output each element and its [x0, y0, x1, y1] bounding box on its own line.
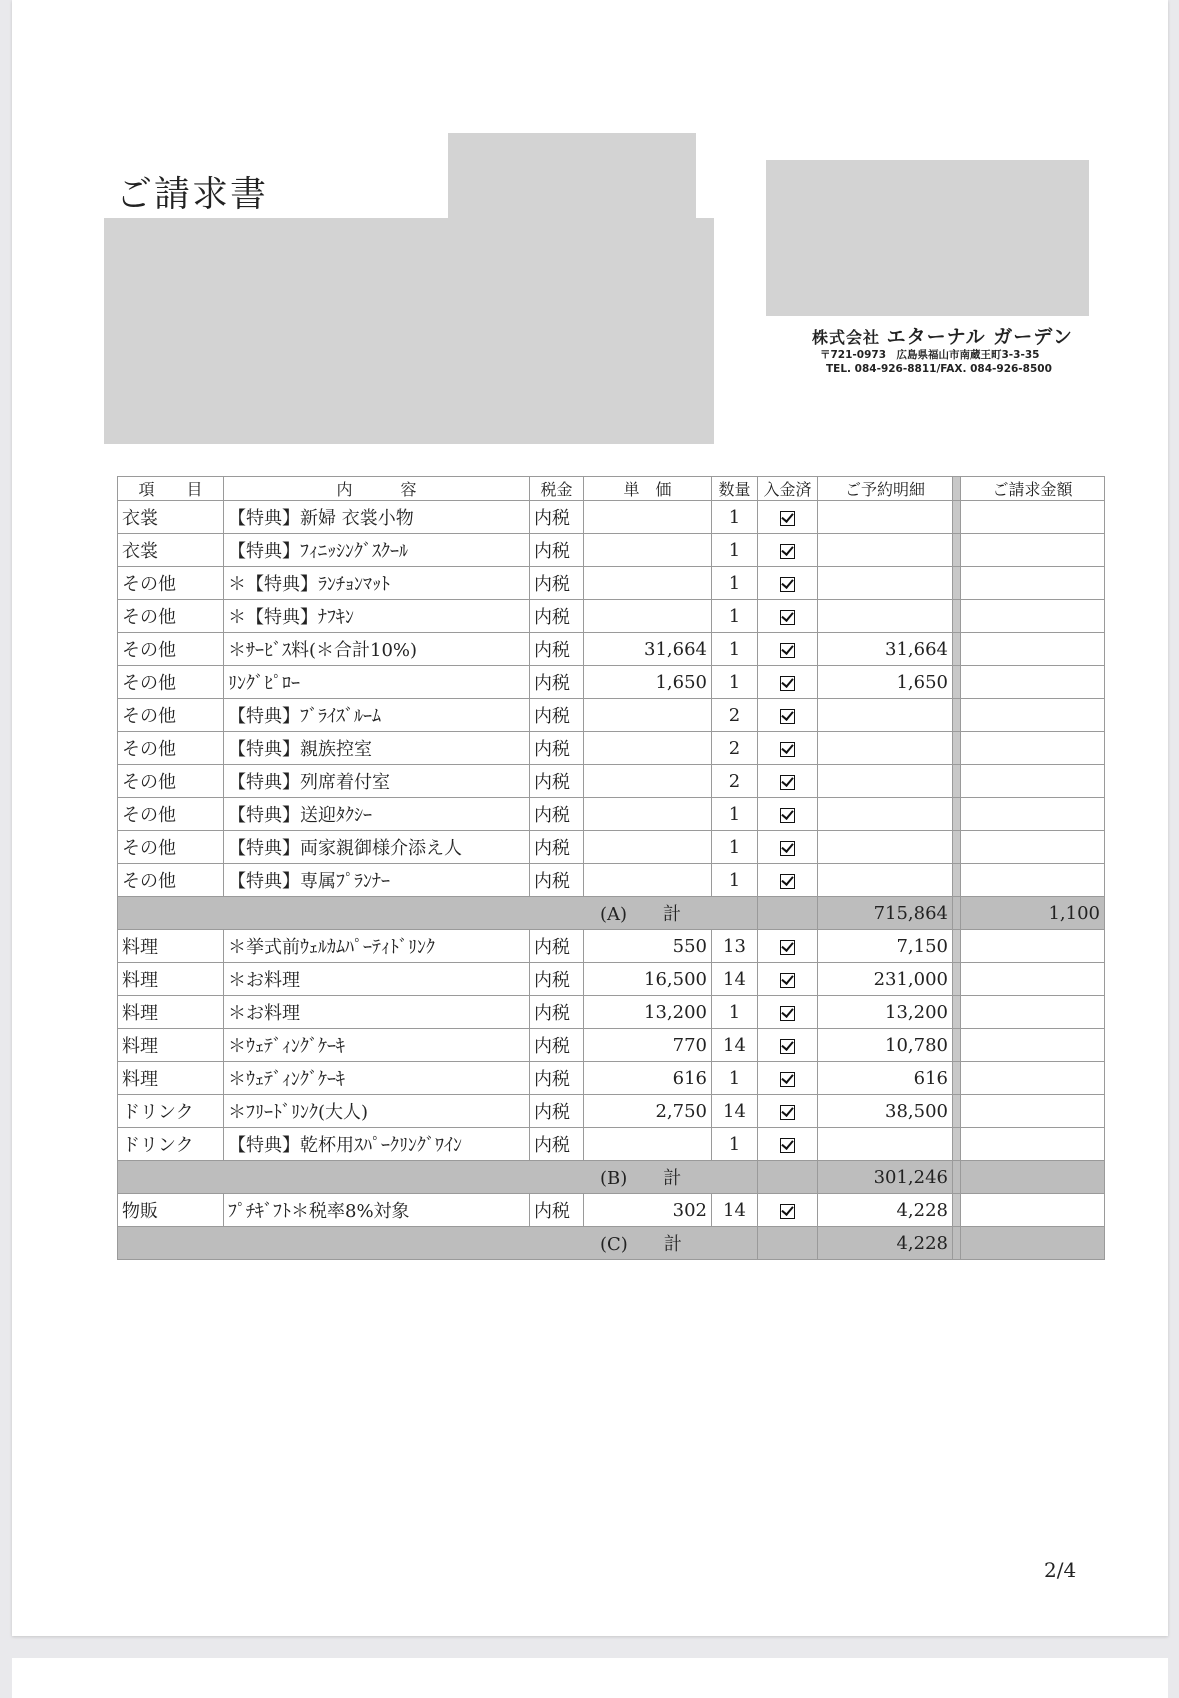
qty-cell: 14 [712, 1029, 758, 1062]
billed-cell [961, 1194, 1105, 1227]
company-name [812, 322, 1073, 349]
billed-cell [961, 666, 1105, 699]
content-cell: 【特典】送迎ﾀｸｼｰ [224, 798, 530, 831]
column-separator [953, 732, 961, 765]
billed-cell [961, 732, 1105, 765]
next-page-edge [12, 1658, 1168, 1698]
price-cell [584, 1128, 712, 1161]
paid-cell [758, 1128, 818, 1161]
subtotal-amount: 301,246 [818, 1161, 953, 1194]
column-separator [953, 864, 961, 897]
column-separator [953, 666, 961, 699]
table-row [118, 567, 1105, 600]
column-separator [953, 1194, 961, 1227]
billed-cell [961, 831, 1105, 864]
paid-cell [758, 765, 818, 798]
address-line: 〒721-0973 広島県福山市南蔵王町3-3-35 [820, 349, 1040, 361]
redacted-block [448, 133, 696, 223]
price-cell: 550 [584, 930, 712, 963]
table-row [118, 1095, 1105, 1128]
column-separator [953, 501, 961, 534]
paid-checkbox[interactable] [780, 1204, 795, 1219]
column-separator [953, 1227, 961, 1260]
content-cell: 【特典】両家親御様介添え人 [224, 831, 530, 864]
item-cell: 料理 [118, 963, 224, 996]
subtotal-blank [758, 897, 818, 930]
tax-cell: 内税 [530, 996, 584, 1029]
redacted-recipient-block [104, 218, 714, 444]
price-cell: 13,200 [584, 996, 712, 1029]
qty-cell: 14 [712, 963, 758, 996]
content-cell: ﾌﾟﾁｷﾞﾌﾄ＊税率8%対象 [224, 1194, 530, 1227]
amount-cell: 7,150 [818, 930, 953, 963]
table-row [118, 501, 1105, 534]
subtotal-blank [758, 1227, 818, 1260]
table-row [118, 666, 1105, 699]
paid-checkbox[interactable] [780, 676, 795, 691]
qty-cell: 13 [712, 930, 758, 963]
tax-cell: 内税 [530, 798, 584, 831]
column-separator [953, 831, 961, 864]
invoice-table [117, 476, 1105, 1260]
table-row [118, 600, 1105, 633]
paid-checkbox[interactable] [780, 1072, 795, 1087]
subtotal-row [118, 1227, 1105, 1260]
header-tax: 税金 [530, 477, 584, 501]
item-cell: その他 [118, 864, 224, 897]
tax-cell: 内税 [530, 699, 584, 732]
content-cell: ＊ｳｪﾃﾞｨﾝｸﾞｹｰｷ [224, 1062, 530, 1095]
tax-cell: 内税 [530, 633, 584, 666]
column-separator [953, 1161, 961, 1194]
price-cell: 16,500 [584, 963, 712, 996]
paid-cell [758, 534, 818, 567]
amount-cell: 4,228 [818, 1194, 953, 1227]
header-billed-amount: ご請求金額 [961, 477, 1105, 501]
item-cell: 料理 [118, 1029, 224, 1062]
item-cell: 衣裳 [118, 534, 224, 567]
content-cell: 【特典】新婦 衣裳小物 [224, 501, 530, 534]
paid-checkbox[interactable] [780, 1105, 795, 1120]
content-cell: 【特典】列席着付室 [224, 765, 530, 798]
column-separator [953, 699, 961, 732]
amount-cell: 31,664 [818, 633, 953, 666]
price-cell [584, 798, 712, 831]
page-number: 2/4 [1044, 1558, 1077, 1582]
billed-cell [961, 534, 1105, 567]
tax-cell: 内税 [530, 1095, 584, 1128]
billed-cell [961, 501, 1105, 534]
tax-cell: 内税 [530, 1029, 584, 1062]
tax-cell: 内税 [530, 732, 584, 765]
billed-cell [961, 1062, 1105, 1095]
content-cell: 【特典】ﾌﾞﾗｲｽﾞﾙｰﾑ [224, 699, 530, 732]
item-cell: その他 [118, 600, 224, 633]
item-cell: その他 [118, 831, 224, 864]
item-cell: ドリンク [118, 1128, 224, 1161]
column-separator [953, 633, 961, 666]
paid-checkbox[interactable] [780, 709, 795, 724]
column-separator [953, 897, 961, 930]
price-cell: 31,664 [584, 633, 712, 666]
content-cell: 【特典】親族控室 [224, 732, 530, 765]
paid-cell [758, 501, 818, 534]
content-cell: ＊お料理 [224, 996, 530, 1029]
price-cell: 770 [584, 1029, 712, 1062]
tax-cell: 内税 [530, 963, 584, 996]
paid-cell [758, 963, 818, 996]
subtotal-billed [961, 1161, 1105, 1194]
paid-cell [758, 798, 818, 831]
tax-cell: 内税 [530, 666, 584, 699]
redacted-stamp-block [766, 160, 1089, 316]
content-cell: ＊【特典】ﾗﾝﾁｮﾝﾏｯﾄ [224, 567, 530, 600]
table-row [118, 798, 1105, 831]
content-cell: 【特典】専属ﾌﾟﾗﾝﾅｰ [224, 864, 530, 897]
content-cell: ﾘﾝｸﾞﾋﾟﾛｰ [224, 666, 530, 699]
tax-cell: 内税 [530, 831, 584, 864]
price-cell [584, 864, 712, 897]
column-separator [953, 1029, 961, 1062]
subtotal-label: (A) 計 [118, 897, 758, 930]
qty-cell: 1 [712, 534, 758, 567]
price-cell [584, 765, 712, 798]
table-row [118, 765, 1105, 798]
header-reservation-detail: ご予約明細 [818, 477, 953, 501]
paid-cell [758, 1029, 818, 1062]
table-row [118, 1029, 1105, 1062]
billed-cell [961, 798, 1105, 831]
company-address [820, 348, 1052, 376]
table-row [118, 633, 1105, 666]
paid-checkbox[interactable] [780, 610, 795, 625]
paid-checkbox[interactable] [780, 643, 795, 658]
paid-cell [758, 732, 818, 765]
table-row [118, 732, 1105, 765]
header-content: 内 容 [224, 477, 530, 501]
column-separator [953, 567, 961, 600]
item-cell: 料理 [118, 930, 224, 963]
billed-cell [961, 996, 1105, 1029]
amount-cell [818, 798, 953, 831]
amount-cell [818, 732, 953, 765]
paid-cell [758, 666, 818, 699]
amount-cell: 10,780 [818, 1029, 953, 1062]
billed-cell [961, 1095, 1105, 1128]
tax-cell: 内税 [530, 765, 584, 798]
tel-fax-line: TEL. 084-926-8811/FAX. 084-926-8500 [826, 363, 1052, 375]
tax-cell: 内税 [530, 1128, 584, 1161]
qty-cell: 1 [712, 798, 758, 831]
item-cell: その他 [118, 699, 224, 732]
price-cell: 616 [584, 1062, 712, 1095]
item-cell: 料理 [118, 996, 224, 1029]
amount-cell [818, 567, 953, 600]
amount-cell [818, 534, 953, 567]
document-title: ご請求書 [116, 174, 269, 215]
item-cell: その他 [118, 765, 224, 798]
billed-cell [961, 930, 1105, 963]
billed-cell [961, 699, 1105, 732]
amount-cell [818, 1128, 953, 1161]
paid-checkbox[interactable] [780, 775, 795, 790]
paid-cell [758, 831, 818, 864]
header-price: 単 価 [584, 477, 712, 501]
content-cell: ＊お料理 [224, 963, 530, 996]
content-cell: ＊ｻｰﾋﾞｽ料(＊合計10%) [224, 633, 530, 666]
table-row [118, 864, 1105, 897]
amount-cell: 13,200 [818, 996, 953, 1029]
tax-cell: 内税 [530, 1194, 584, 1227]
table-row [118, 1128, 1105, 1161]
amount-cell: 1,650 [818, 666, 953, 699]
paid-cell [758, 1194, 818, 1227]
price-cell [584, 699, 712, 732]
price-cell [584, 732, 712, 765]
price-cell: 1,650 [584, 666, 712, 699]
price-cell [584, 831, 712, 864]
table-row [118, 996, 1105, 1029]
tax-cell: 内税 [530, 864, 584, 897]
amount-cell [818, 699, 953, 732]
table-row [118, 1194, 1105, 1227]
subtotal-label: (C) 計 [118, 1227, 758, 1260]
item-cell: ドリンク [118, 1095, 224, 1128]
qty-cell: 2 [712, 765, 758, 798]
header-paid: 入金済 [758, 477, 818, 501]
content-cell: ＊挙式前ｳｪﾙｶﾑﾊﾟｰﾃｨﾄﾞﾘﾝｸ [224, 930, 530, 963]
price-cell [584, 600, 712, 633]
paid-cell [758, 633, 818, 666]
amount-cell: 38,500 [818, 1095, 953, 1128]
item-cell: 物販 [118, 1194, 224, 1227]
qty-cell: 1 [712, 996, 758, 1029]
paid-cell [758, 1095, 818, 1128]
paid-checkbox[interactable] [780, 841, 795, 856]
paid-checkbox[interactable] [780, 1039, 795, 1054]
qty-cell: 1 [712, 666, 758, 699]
paid-cell [758, 864, 818, 897]
subtotal-amount: 4,228 [818, 1227, 953, 1260]
column-separator [953, 765, 961, 798]
paid-cell [758, 699, 818, 732]
column-separator [953, 963, 961, 996]
paid-cell [758, 1062, 818, 1095]
item-cell: その他 [118, 633, 224, 666]
paid-checkbox[interactable] [780, 808, 795, 823]
qty-cell: 1 [712, 633, 758, 666]
billed-cell [961, 1128, 1105, 1161]
column-separator [953, 477, 961, 501]
paid-cell [758, 600, 818, 633]
billed-cell [961, 600, 1105, 633]
tax-cell: 内税 [530, 567, 584, 600]
content-cell: ＊ﾌﾘｰﾄﾞﾘﾝｸ(大人) [224, 1095, 530, 1128]
billed-cell [961, 765, 1105, 798]
subtotal-row [118, 1161, 1105, 1194]
company-prefix: 株式会社 [812, 328, 881, 347]
qty-cell: 1 [712, 831, 758, 864]
column-separator [953, 930, 961, 963]
amount-cell [818, 831, 953, 864]
subtotal-billed: 1,100 [961, 897, 1105, 930]
qty-cell: 1 [712, 600, 758, 633]
item-cell: 料理 [118, 1062, 224, 1095]
column-separator [953, 798, 961, 831]
tax-cell: 内税 [530, 600, 584, 633]
tax-cell: 内税 [530, 534, 584, 567]
billed-cell [961, 963, 1105, 996]
price-cell: 302 [584, 1194, 712, 1227]
qty-cell: 2 [712, 699, 758, 732]
content-cell: ＊ｳｪﾃﾞｨﾝｸﾞｹｰｷ [224, 1029, 530, 1062]
price-cell [584, 534, 712, 567]
paid-checkbox[interactable] [780, 973, 795, 988]
qty-cell: 2 [712, 732, 758, 765]
header-qty: 数量 [712, 477, 758, 501]
content-cell: ＊【特典】ﾅﾌｷﾝ [224, 600, 530, 633]
table-row [118, 699, 1105, 732]
item-cell: その他 [118, 732, 224, 765]
paid-cell [758, 567, 818, 600]
amount-cell: 231,000 [818, 963, 953, 996]
item-cell: その他 [118, 567, 224, 600]
column-separator [953, 1128, 961, 1161]
price-cell [584, 567, 712, 600]
item-cell: その他 [118, 798, 224, 831]
tax-cell: 内税 [530, 930, 584, 963]
amount-cell [818, 501, 953, 534]
table-header [118, 477, 1105, 501]
qty-cell: 14 [712, 1194, 758, 1227]
subtotal-blank [758, 1161, 818, 1194]
paid-cell [758, 930, 818, 963]
qty-cell: 1 [712, 501, 758, 534]
column-separator [953, 1062, 961, 1095]
amount-cell: 616 [818, 1062, 953, 1095]
column-separator [953, 996, 961, 1029]
subtotal-billed [961, 1227, 1105, 1260]
amount-cell [818, 600, 953, 633]
paid-checkbox[interactable] [780, 1006, 795, 1021]
content-cell: 【特典】ﾌｨﾆｯｼﾝｸﾞｽｸｰﾙ [224, 534, 530, 567]
content-cell: 【特典】乾杯用ｽﾊﾟｰｸﾘﾝｸﾞﾜｲﾝ [224, 1128, 530, 1161]
paid-checkbox[interactable] [780, 544, 795, 559]
qty-cell: 1 [712, 1062, 758, 1095]
column-separator [953, 600, 961, 633]
qty-cell: 1 [712, 1128, 758, 1161]
subtotal-label: (B) 計 [118, 1161, 758, 1194]
subtotal-row [118, 897, 1105, 930]
paid-cell [758, 996, 818, 1029]
table-row [118, 963, 1105, 996]
price-cell: 2,750 [584, 1095, 712, 1128]
paid-checkbox[interactable] [780, 742, 795, 757]
paid-checkbox[interactable] [780, 511, 795, 526]
header-item: 項 目 [118, 477, 224, 501]
subtotal-amount: 715,864 [818, 897, 953, 930]
amount-cell [818, 864, 953, 897]
item-cell: その他 [118, 666, 224, 699]
paid-checkbox[interactable] [780, 577, 795, 592]
billed-cell [961, 633, 1105, 666]
table-row [118, 930, 1105, 963]
billed-cell [961, 864, 1105, 897]
company-name-text: エターナル ガーデン [886, 326, 1073, 348]
qty-cell: 1 [712, 864, 758, 897]
price-cell [584, 501, 712, 534]
qty-cell: 14 [712, 1095, 758, 1128]
column-separator [953, 1095, 961, 1128]
paid-checkbox[interactable] [780, 1138, 795, 1153]
amount-cell [818, 765, 953, 798]
tax-cell: 内税 [530, 501, 584, 534]
billed-cell [961, 567, 1105, 600]
paid-checkbox[interactable] [780, 940, 795, 955]
table-row [118, 1062, 1105, 1095]
tax-cell: 内税 [530, 1062, 584, 1095]
qty-cell: 1 [712, 567, 758, 600]
column-separator [953, 534, 961, 567]
table-row [118, 534, 1105, 567]
paid-checkbox[interactable] [780, 874, 795, 889]
item-cell: 衣裳 [118, 501, 224, 534]
table-row [118, 831, 1105, 864]
billed-cell [961, 1029, 1105, 1062]
